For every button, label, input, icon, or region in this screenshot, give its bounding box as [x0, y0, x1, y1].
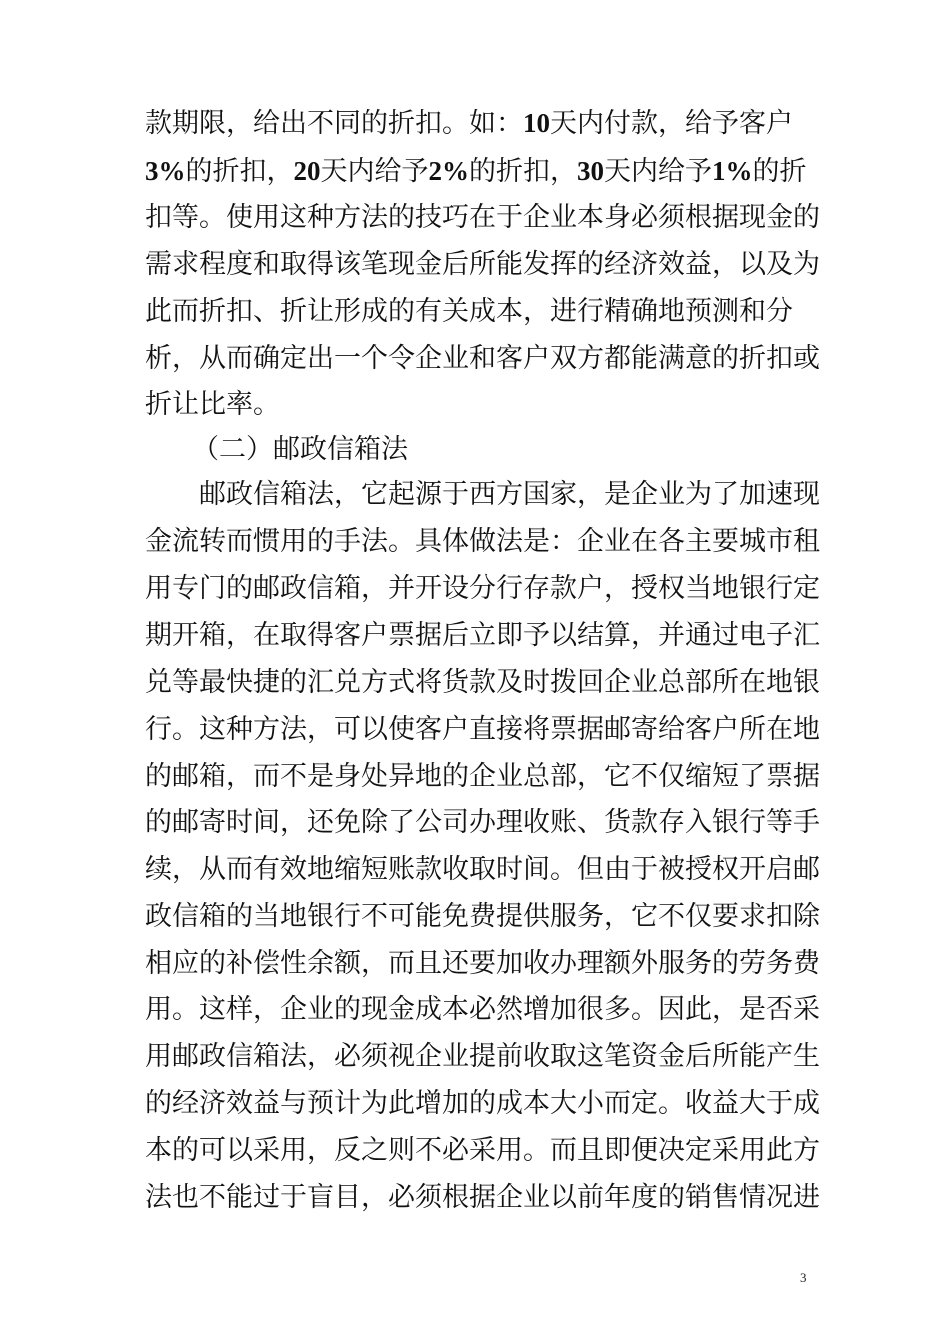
text-line: 兑等最快捷的汇兑方式将货款及时拨回企业总部所在地银: [145, 667, 820, 698]
page-number: 3: [800, 1270, 807, 1285]
text-run: 天内给予: [604, 156, 712, 187]
text-run: 的折扣，: [185, 156, 294, 187]
text-run: 的折扣，: [469, 156, 577, 187]
text-line: 的邮箱，而不是身处异地的企业总部，它不仅缩短了票据: [145, 761, 820, 792]
text-run-bold: 3%: [145, 156, 186, 186]
text-run: 天内给予: [320, 156, 429, 187]
text-run: 款期限，给出不同的折扣。如：: [145, 108, 523, 139]
text-line: 邮政信箱法，它起源于西方国家，是企业为了加速现: [199, 479, 820, 510]
text-run: 的折: [752, 156, 807, 187]
text-run-bold: 2%: [428, 156, 469, 186]
text-line: 政信箱的当地银行不可能免费提供服务，它不仅要求扣除: [145, 901, 820, 932]
text-line: 金流转而惯用的手法。具体做法是：企业在各主要城市租: [145, 526, 820, 557]
text-line: 此而折扣、折让形成的有关成本，进行精确地预测和分: [145, 296, 793, 327]
text-run-bold: 10: [523, 108, 550, 138]
text-line: 用。这样，企业的现金成本必然增加很多。因此，是否采: [145, 994, 820, 1025]
text-line: 扣等。使用这种方法的技巧在于企业本身必须根据现金的: [145, 202, 820, 233]
text-line: 续，从而有效地缩短账款收取时间。但由于被授权开启邮: [145, 854, 820, 885]
text-run: 天内付款，给予客户: [550, 108, 793, 139]
text-line: [145, 100, 793, 146]
text-line: 期开箱，在取得客户票据后立即予以结算，并通过电子汇: [145, 620, 820, 651]
text-line: 用专门的邮政信箱，并开设分行存款户，授权当地银行定: [145, 573, 820, 604]
text-line: 相应的补偿性余额，而且还要加收办理额外服务的劳务费: [145, 948, 820, 979]
text-line: 本的可以采用，反之则不必采用。而且即便决定采用此方: [145, 1135, 820, 1166]
text-line: 用邮政信箱法，必须视企业提前收取这笔资金后所能产生: [145, 1041, 820, 1072]
text-run-bold: 20: [293, 156, 321, 186]
text-line: 折让比率。: [145, 389, 280, 420]
text-line: 行。这种方法，可以使客户直接将票据邮寄给客户所在地: [145, 714, 820, 745]
text-line: 析，从而确定出一个令企业和客户双方都能满意的折扣或: [145, 343, 820, 374]
text-run-bold: 1%: [712, 156, 753, 186]
text-line: [145, 148, 807, 194]
text-run-bold: 30: [577, 156, 604, 186]
text-line: 法也不能过于盲目，必须根据企业以前年度的销售情况进: [145, 1182, 820, 1213]
section-heading: （二）邮政信箱法: [192, 434, 408, 465]
text-line: 的邮寄时间，还免除了公司办理收账、货款存入银行等手: [145, 807, 820, 838]
text-line: 的经济效益与预计为此增加的成本大小而定。收益大于成: [145, 1088, 820, 1119]
text-line: 需求程度和取得该笔现金后所能发挥的经济效益，以及为: [145, 249, 820, 280]
